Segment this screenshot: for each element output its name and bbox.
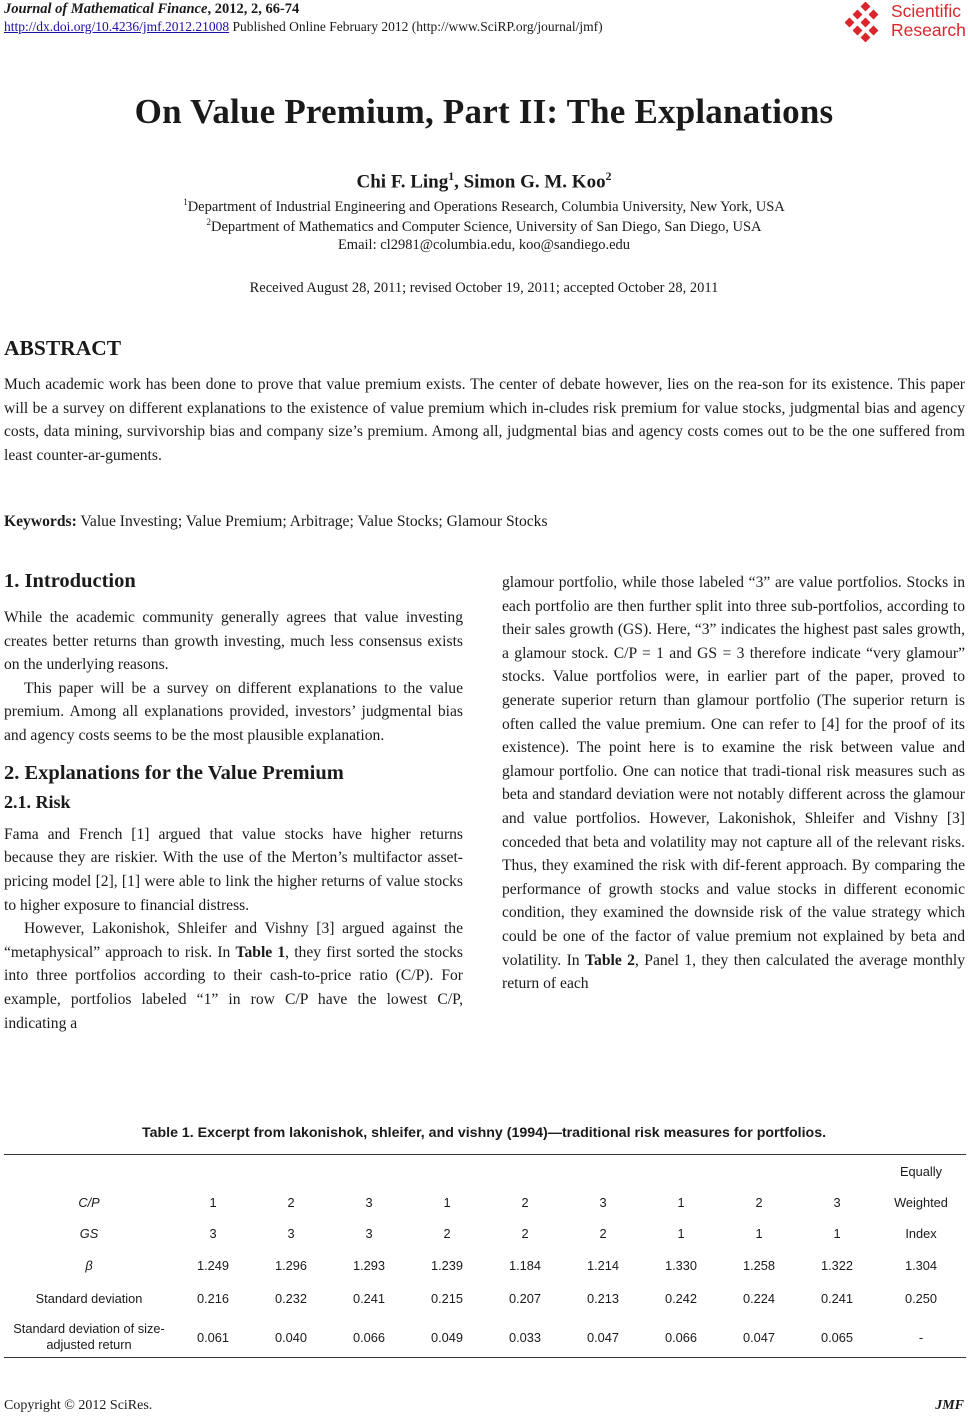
copyright-notice: Copyright © 2012 SciRes. bbox=[4, 1398, 153, 1413]
risk-paragraph-2-end: , they first sorted the stocks into three portfolios according to their cash-to-price ratio (C/P). For example, portfolios labeled “1” in row C/P have the lowest C/P, indicating a bbox=[4, 943, 463, 1032]
logo-wordmark bbox=[891, 2, 966, 40]
section-1-heading: 1. Introduction bbox=[4, 570, 136, 592]
risk-paragraph-1: Fama and French [1] argued that value stocks have higher returns because they are riskier. With the use of the Merton’s multifactor asset-pricing model [2], [1] were able to link the higher returns of value stocks to higher exposure to financial distress. bbox=[4, 825, 463, 914]
table-cell: 1 bbox=[677, 1195, 685, 1210]
table-cell: 1 bbox=[677, 1226, 685, 1241]
section-2-1-heading: 2.1. Risk bbox=[4, 792, 71, 813]
table-cell: 0.065 bbox=[820, 1329, 854, 1345]
table-cell: 2 bbox=[521, 1226, 529, 1241]
section-2-heading: 2. Explanations for the Value Premium bbox=[4, 761, 344, 784]
table-cell: 1.239 bbox=[430, 1258, 464, 1273]
index-column-cell: Weighted bbox=[894, 1195, 948, 1210]
risk-paragraph-2 bbox=[4, 917, 463, 1035]
affiliation-1-mark: 1 bbox=[183, 197, 188, 207]
right-paragraph-start: glamour portfolio, while those labeled “3” are value portfolios. Stocks in each portfolio are then further split into three sub-portfolios, according to their sales growth (GS). Here, “3” indicates the highest past sales growth, a glamour stock. C/P = 1 and GS = 3 therefore indicate “very glamour” stocks. Value portfolios were, in earlier part of the paper, proved to generate superior return than glamour portfolio (The superior return is often called the value premium. One can refer to [4] for the proof of its existence). The point here is to examine the risk between value and glamour portfolio. One can notice that tradi-tional risk measures such as beta and standard deviation were not notably different across the glamour and value portfolios. However, Lakonishok, Shleifer and Vishny [3] conceded that beta and volatility may not capture all of the relevant risks. Thus, they examined the risk with dif-ferent approach. By comparing the performance of growth stocks and value stocks in different economic condition, they examined the downside risk of the value strategy which could be one of the factor of value premium not explained by beta and volatility. In bbox=[502, 574, 965, 969]
table-cell: 1.293 bbox=[352, 1258, 386, 1273]
received-dates: Received August 28, 2011; revised October 19, 2011; accepted October 28, 2011 bbox=[249, 280, 719, 296]
journal-issue: , 2012, 2, 66-74 bbox=[207, 1, 300, 17]
affiliation-2 bbox=[0, 217, 968, 236]
table-row bbox=[4, 1314, 966, 1360]
keywords-label: Keywords: bbox=[4, 513, 77, 530]
right-column bbox=[502, 571, 965, 996]
table-cell: 0.033 bbox=[508, 1329, 542, 1345]
affiliation-2-mark: 2 bbox=[206, 217, 211, 227]
index-column-cell: 0.250 bbox=[904, 1290, 938, 1306]
table-cell: 3 bbox=[365, 1226, 373, 1241]
table-cell: 0.207 bbox=[508, 1290, 542, 1306]
table-cell: 1 bbox=[755, 1226, 763, 1241]
right-column-paragraph bbox=[502, 571, 965, 996]
table-cell: 1.214 bbox=[586, 1258, 620, 1273]
table-cell: 2 bbox=[287, 1195, 295, 1210]
table-cell: 1.322 bbox=[820, 1258, 854, 1273]
table-cell: 2 bbox=[443, 1226, 451, 1241]
table-cell: 0.216 bbox=[196, 1290, 230, 1306]
keywords-line bbox=[4, 513, 548, 531]
table-cell: 0.061 bbox=[196, 1329, 230, 1345]
abstract-heading: ABSTRACT bbox=[4, 336, 122, 360]
table-cell: 1.249 bbox=[196, 1258, 230, 1273]
equally-label: Equally bbox=[900, 1163, 942, 1179]
table-cell: 1.258 bbox=[742, 1258, 776, 1273]
table-cell: 0.215 bbox=[430, 1290, 464, 1306]
table-cell: 1 bbox=[833, 1226, 841, 1241]
table-1-caption: Table 1. Excerpt from lakonishok, shleifer, and vishny (1994)—traditional risk measures for portfolios. bbox=[141, 1125, 827, 1141]
scirp-logo-icon bbox=[845, 2, 885, 42]
affiliation-2-text: Department of Mathematics and Computer Science, University of San Diego, San Diego, USA bbox=[211, 218, 762, 235]
table-cell: 0.049 bbox=[430, 1329, 464, 1345]
intro-paragraph-1: While the academic community generally agrees that value investing creates better returns than growth investing, much less consensus exists on the underlying reasons. bbox=[4, 609, 463, 674]
table-cell: 2 bbox=[755, 1195, 763, 1210]
published-online-text: Published Online February 2012 (http://www.SciRP.org/journal/jmf) bbox=[229, 19, 603, 34]
row-label: β bbox=[85, 1258, 93, 1273]
table-row bbox=[4, 1249, 966, 1282]
table-cell: 1.330 bbox=[664, 1258, 698, 1273]
table-cell: 0.066 bbox=[664, 1329, 698, 1345]
left-column bbox=[4, 570, 463, 1035]
paper-title: On Value Premium, Part II: The Explanations bbox=[134, 92, 834, 131]
table-cell: 3 bbox=[833, 1195, 841, 1210]
author-2: , Simon G. M. Koo bbox=[454, 171, 606, 193]
publication-line bbox=[4, 19, 603, 35]
table-cell: 3 bbox=[599, 1195, 607, 1210]
table-cell: 2 bbox=[521, 1195, 529, 1210]
table-cell: 1.296 bbox=[274, 1258, 308, 1273]
row-label: Standard deviation bbox=[35, 1290, 143, 1306]
risk-paragraph-2-start: However, Lakonishok, Shleifer and Vishny [3] argued against the “metaphysical” approach to risk. In bbox=[4, 920, 463, 961]
journal-name: Journal of Mathematical Finance bbox=[4, 1, 208, 17]
affiliation-1 bbox=[0, 197, 968, 216]
table-row bbox=[4, 1282, 966, 1314]
table-cell: 0.047 bbox=[586, 1329, 620, 1345]
table-cell: 0.242 bbox=[664, 1290, 698, 1306]
table-cell: 0.047 bbox=[742, 1329, 776, 1345]
affiliation-1-text: Department of Industrial Engineering and Operations Research, Columbia University, New York, USA bbox=[187, 198, 785, 215]
author-1-affiliation-mark: 1 bbox=[448, 170, 455, 183]
table-1 bbox=[4, 1155, 966, 1360]
table-1-body bbox=[4, 1155, 966, 1360]
table-cell: 0.213 bbox=[586, 1290, 620, 1306]
logo-line-2: Research bbox=[891, 20, 966, 40]
table-cell: 3 bbox=[209, 1226, 217, 1241]
table-cell: 1 bbox=[443, 1195, 451, 1210]
table-cell: 3 bbox=[287, 1226, 295, 1241]
publisher-logo bbox=[845, 2, 967, 42]
table-cell: 2 bbox=[599, 1226, 607, 1241]
row-label: C/P bbox=[78, 1195, 100, 1210]
row-label: GS bbox=[79, 1226, 99, 1241]
logo-line-1: Scientific bbox=[891, 1, 962, 21]
table-cell: 0.066 bbox=[352, 1329, 386, 1345]
table-row bbox=[4, 1218, 966, 1249]
table-cell: 0.241 bbox=[352, 1290, 386, 1306]
abstract-text: Much academic work has been done to prove that value premium exists. The center of debate however, lies on the rea-son for its existence. This paper will be a survey on different explanations to the existence of value premium which in-cludes risk premium for value stocks, judgmental bias and agency costs, data mining, survivorship bias and company size’s premium. Among all, judgmental bias and agency costs comes out to be the one suffered from least counter-ar-guments. bbox=[4, 376, 965, 464]
author-1: Chi F. Ling bbox=[356, 171, 449, 193]
email-line: Email: cl2981@columbia.edu, koo@sandiego.edu bbox=[337, 237, 631, 253]
intro-paragraph-2: This paper will be a survey on different explanations to the value premium. Among all explanations provided, investors’ judgmental bias and agency costs seems to be the most plausible explanation. bbox=[4, 679, 463, 744]
table-cell: 1.184 bbox=[508, 1258, 542, 1273]
table-cell: 0.224 bbox=[742, 1290, 776, 1306]
journal-abbreviation: JMF bbox=[935, 1398, 964, 1413]
table-cell: 0.241 bbox=[820, 1290, 854, 1306]
right-paragraph-end: , Panel 1, they then calculated the average monthly return of each bbox=[502, 951, 966, 993]
author-2-affiliation-mark: 2 bbox=[605, 170, 612, 183]
row-label: Standard deviation of size-adjusted return bbox=[13, 1321, 165, 1352]
doi-link[interactable]: http://dx.doi.org/10.4236/jmf.2012.21008 bbox=[4, 19, 230, 34]
journal-header bbox=[4, 1, 299, 18]
index-column-cell: 1.304 bbox=[904, 1258, 938, 1273]
table-row bbox=[4, 1187, 966, 1218]
table-cell: 0.040 bbox=[274, 1329, 308, 1345]
table-cell: 3 bbox=[365, 1195, 373, 1210]
table-2-reference[interactable]: Table 2 bbox=[585, 951, 635, 969]
author-line bbox=[0, 170, 968, 193]
table-cell: 1 bbox=[209, 1195, 217, 1210]
table-header-row bbox=[4, 1155, 966, 1187]
index-column-cell: - bbox=[918, 1329, 924, 1345]
keywords-text: Value Investing; Value Premium; Arbitrage; Value Stocks; Glamour Stocks bbox=[76, 513, 548, 530]
table-1-reference[interactable]: Table 1 bbox=[235, 943, 286, 961]
table-cell: 0.232 bbox=[274, 1290, 308, 1306]
index-column-cell: Index bbox=[905, 1226, 937, 1241]
